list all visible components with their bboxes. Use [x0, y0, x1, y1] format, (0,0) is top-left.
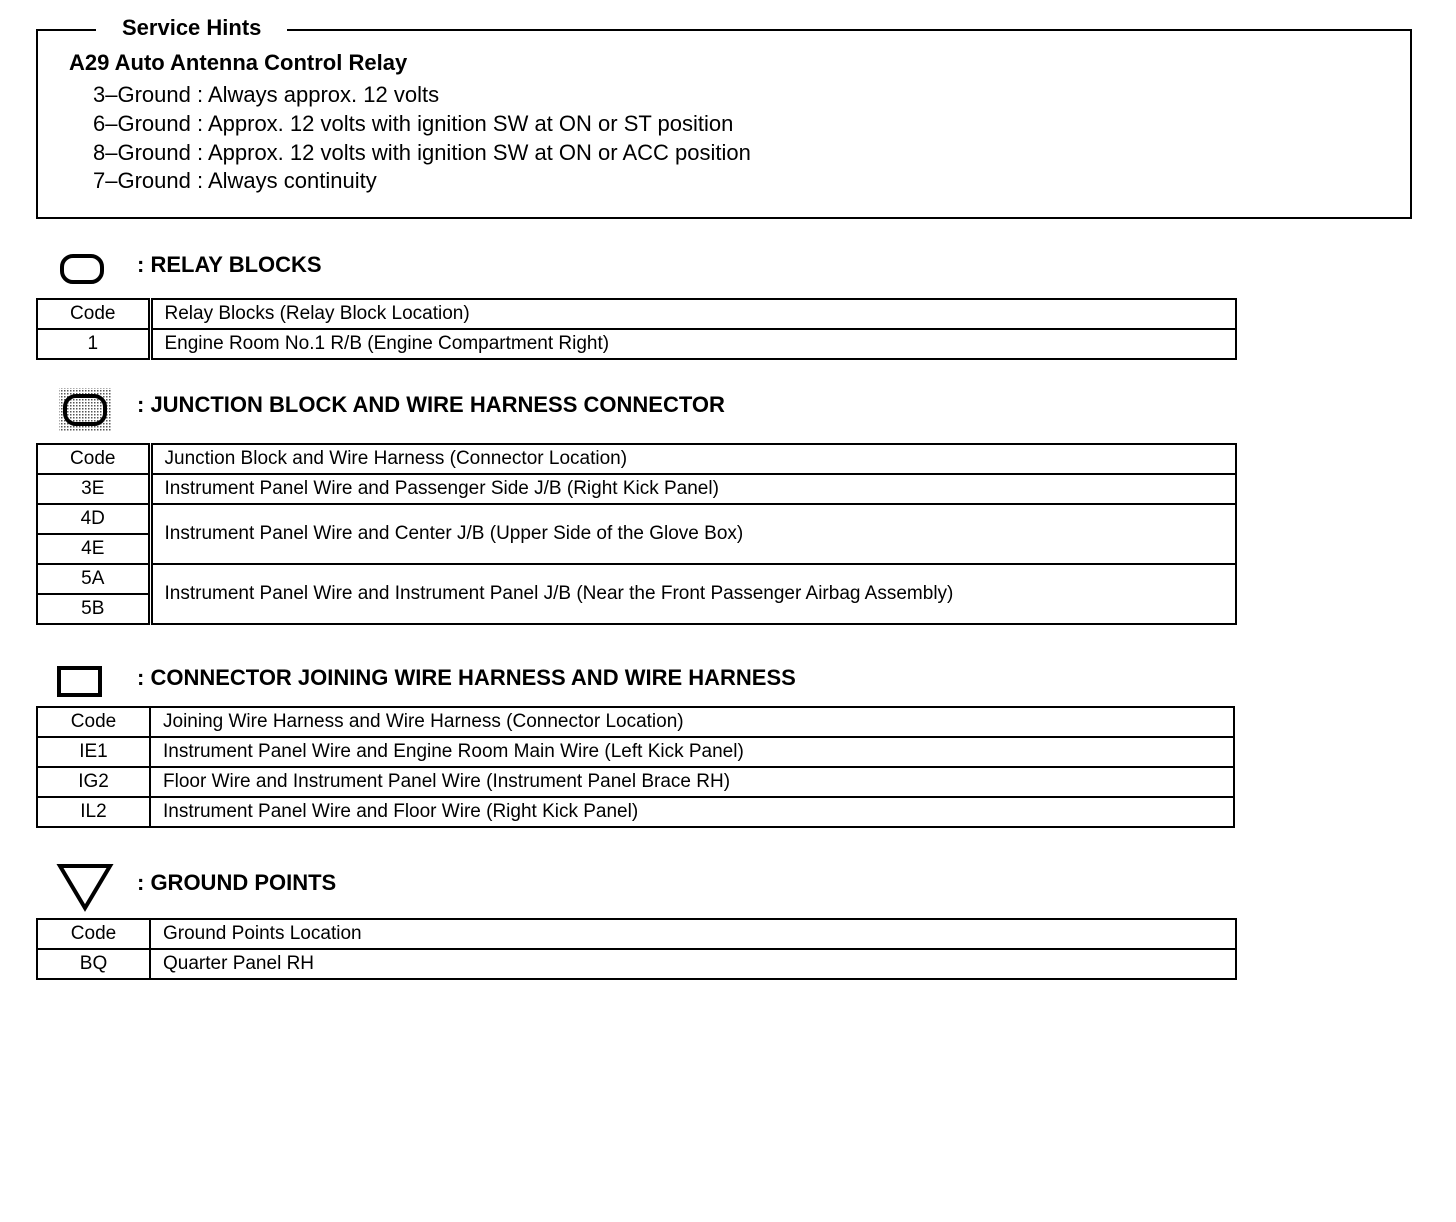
desc-cell: Instrument Panel Wire and Passenger Side J/B (Right Kick Panel) [150, 474, 1236, 504]
desc-cell: Instrument Panel Wire and Floor Wire (Right Kick Panel) [150, 797, 1234, 827]
junction-block-icon [58, 387, 112, 433]
table-row [37, 474, 1236, 504]
code-cell: 3E [37, 474, 150, 504]
relay-block-icon [58, 251, 108, 287]
desc-cell: Floor Wire and Instrument Panel Wire (Instrument Panel Brace RH) [150, 767, 1234, 797]
ground-point-icon [56, 862, 114, 912]
table-header-row [37, 444, 1236, 474]
desc-header: Joining Wire Harness and Wire Harness (Connector Location) [150, 707, 1234, 737]
relay-blocks-heading: : RELAY BLOCKS [137, 252, 322, 277]
desc-cell: Quarter Panel RH [150, 949, 1236, 979]
desc-cell: Instrument Panel Wire and Center J/B (Upper Side of the Glove Box) [150, 504, 1236, 564]
connector-icon [56, 664, 104, 700]
code-header: Code [37, 299, 150, 329]
desc-header: Ground Points Location [150, 919, 1236, 949]
desc-cell: Instrument Panel Wire and Instrument Panel J/B (Near the Front Passenger Airbag Assembly) [150, 564, 1236, 624]
table-row [37, 329, 1236, 359]
desc-cell: Engine Room No.1 R/B (Engine Compartment Right) [150, 329, 1236, 359]
table-header-row [37, 919, 1236, 949]
junction-blocks-table [36, 443, 1237, 625]
code-header: Code [37, 919, 150, 949]
code-cell: IL2 [37, 797, 150, 827]
hint-line: 8–Ground : Approx. 12 volts with ignition SW at ON or ACC position [93, 140, 751, 165]
relay-blocks-table [36, 298, 1237, 360]
table-row [37, 564, 1236, 594]
junction-blocks-heading: : JUNCTION BLOCK AND WIRE HARNESS CONNECTOR [137, 392, 725, 417]
code-cell: 1 [37, 329, 150, 359]
code-cell: 5B [37, 594, 150, 624]
code-header: Code [37, 707, 150, 737]
code-header: Code [37, 444, 150, 474]
table-row [37, 949, 1236, 979]
code-cell: IE1 [37, 737, 150, 767]
code-cell: IG2 [37, 767, 150, 797]
table-header-row [37, 299, 1236, 329]
desc-header: Junction Block and Wire Harness (Connector Location) [150, 444, 1236, 474]
table-row [37, 797, 1234, 827]
code-cell: 4D [37, 504, 150, 534]
table-row [37, 504, 1236, 534]
service-hints-component: A29 Auto Antenna Control Relay [69, 50, 408, 75]
hint-line: 7–Ground : Always continuity [93, 168, 377, 193]
table-row [37, 737, 1234, 767]
code-cell: 4E [37, 534, 150, 564]
ground-points-heading: : GROUND POINTS [137, 870, 337, 895]
table-row [37, 767, 1234, 797]
service-hints-title: Service Hints [96, 14, 287, 42]
code-cell: 5A [37, 564, 150, 594]
desc-cell: Instrument Panel Wire and Engine Room Main Wire (Left Kick Panel) [150, 737, 1234, 767]
hint-line: 6–Ground : Approx. 12 volts with ignition SW at ON or ST position [93, 111, 734, 136]
connectors-table [36, 706, 1235, 828]
hint-line: 3–Ground : Always approx. 12 volts [93, 82, 440, 107]
code-cell: BQ [37, 949, 150, 979]
desc-header: Relay Blocks (Relay Block Location) [150, 299, 1236, 329]
table-header-row [37, 707, 1234, 737]
connectors-heading: : CONNECTOR JOINING WIRE HARNESS AND WIRE HARNESS [137, 665, 796, 690]
ground-points-table [36, 918, 1237, 980]
